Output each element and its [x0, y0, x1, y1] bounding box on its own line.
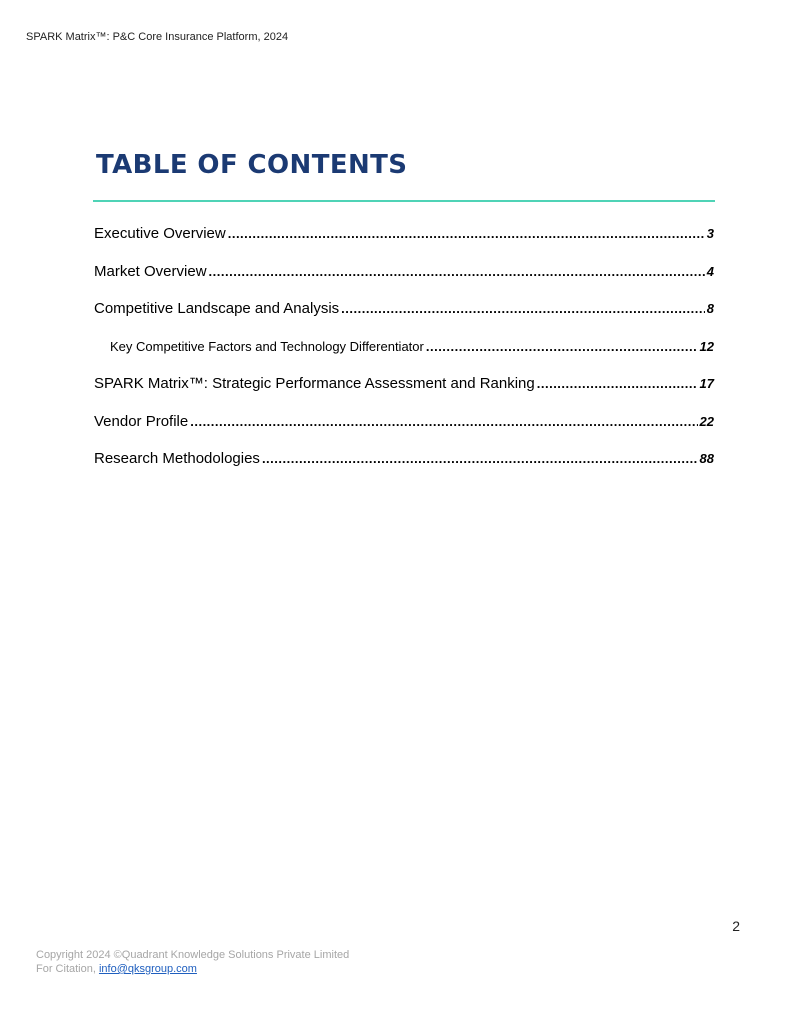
dot-leader: [426, 335, 698, 359]
title-divider: [93, 200, 715, 202]
dot-leader: [341, 297, 705, 321]
toc-entry-label: Key Competitive Factors and Technology Differentiator: [110, 338, 424, 354]
toc-entry-page: 3: [706, 226, 714, 241]
toc-entry-label: Executive Overview: [94, 225, 226, 242]
toc-entry-label: SPARK Matrix™: Strategic Performance Assessment and Ranking: [94, 375, 535, 392]
dot-leader: [537, 372, 698, 396]
footer-citation: [36, 962, 349, 976]
toc-entry-page: 17: [699, 376, 714, 391]
toc-entry-spark-matrix[interactable]: [94, 372, 714, 410]
toc-entry-page: 88: [699, 451, 714, 466]
footer: [36, 948, 349, 976]
dot-leader: [228, 222, 705, 246]
page-title: TABLE OF CONTENTS: [96, 150, 408, 180]
toc-entry-page: 8: [706, 301, 714, 316]
table-of-contents: [94, 222, 714, 485]
dot-leader: [262, 447, 698, 471]
toc-entry-label: Market Overview: [94, 262, 207, 280]
toc-entry-page: 22: [699, 413, 714, 429]
toc-entry-label: Competitive Landscape and Analysis: [94, 300, 340, 317]
footer-copyright: Copyright 2024 ©Quadrant Knowledge Solutions Private Limited: [36, 949, 350, 961]
citation-email-link[interactable]: info@qksgroup.com: [98, 963, 197, 975]
dot-leader: [209, 260, 705, 284]
dot-leader: [190, 410, 697, 434]
toc-entry-vendor-profile[interactable]: [94, 410, 714, 448]
citation-prefix: For Citation,: [36, 963, 99, 975]
toc-entry-competitive-landscape[interactable]: [94, 297, 714, 335]
toc-entry-label: Research Methodologies: [94, 450, 260, 467]
toc-entry-market-overview[interactable]: [94, 260, 714, 298]
toc-entry-key-competitive-factors[interactable]: [94, 335, 714, 373]
toc-entry-page: 4: [706, 263, 714, 279]
page-number: 2: [732, 918, 740, 934]
toc-entry-page: 12: [699, 338, 714, 354]
running-header: SPARK Matrix™: P&C Core Insurance Platform, 2024: [26, 31, 289, 43]
toc-entry-executive-overview[interactable]: [94, 222, 714, 260]
toc-entry-research-methodologies[interactable]: [94, 447, 714, 485]
toc-entry-label: Vendor Profile: [94, 412, 189, 430]
